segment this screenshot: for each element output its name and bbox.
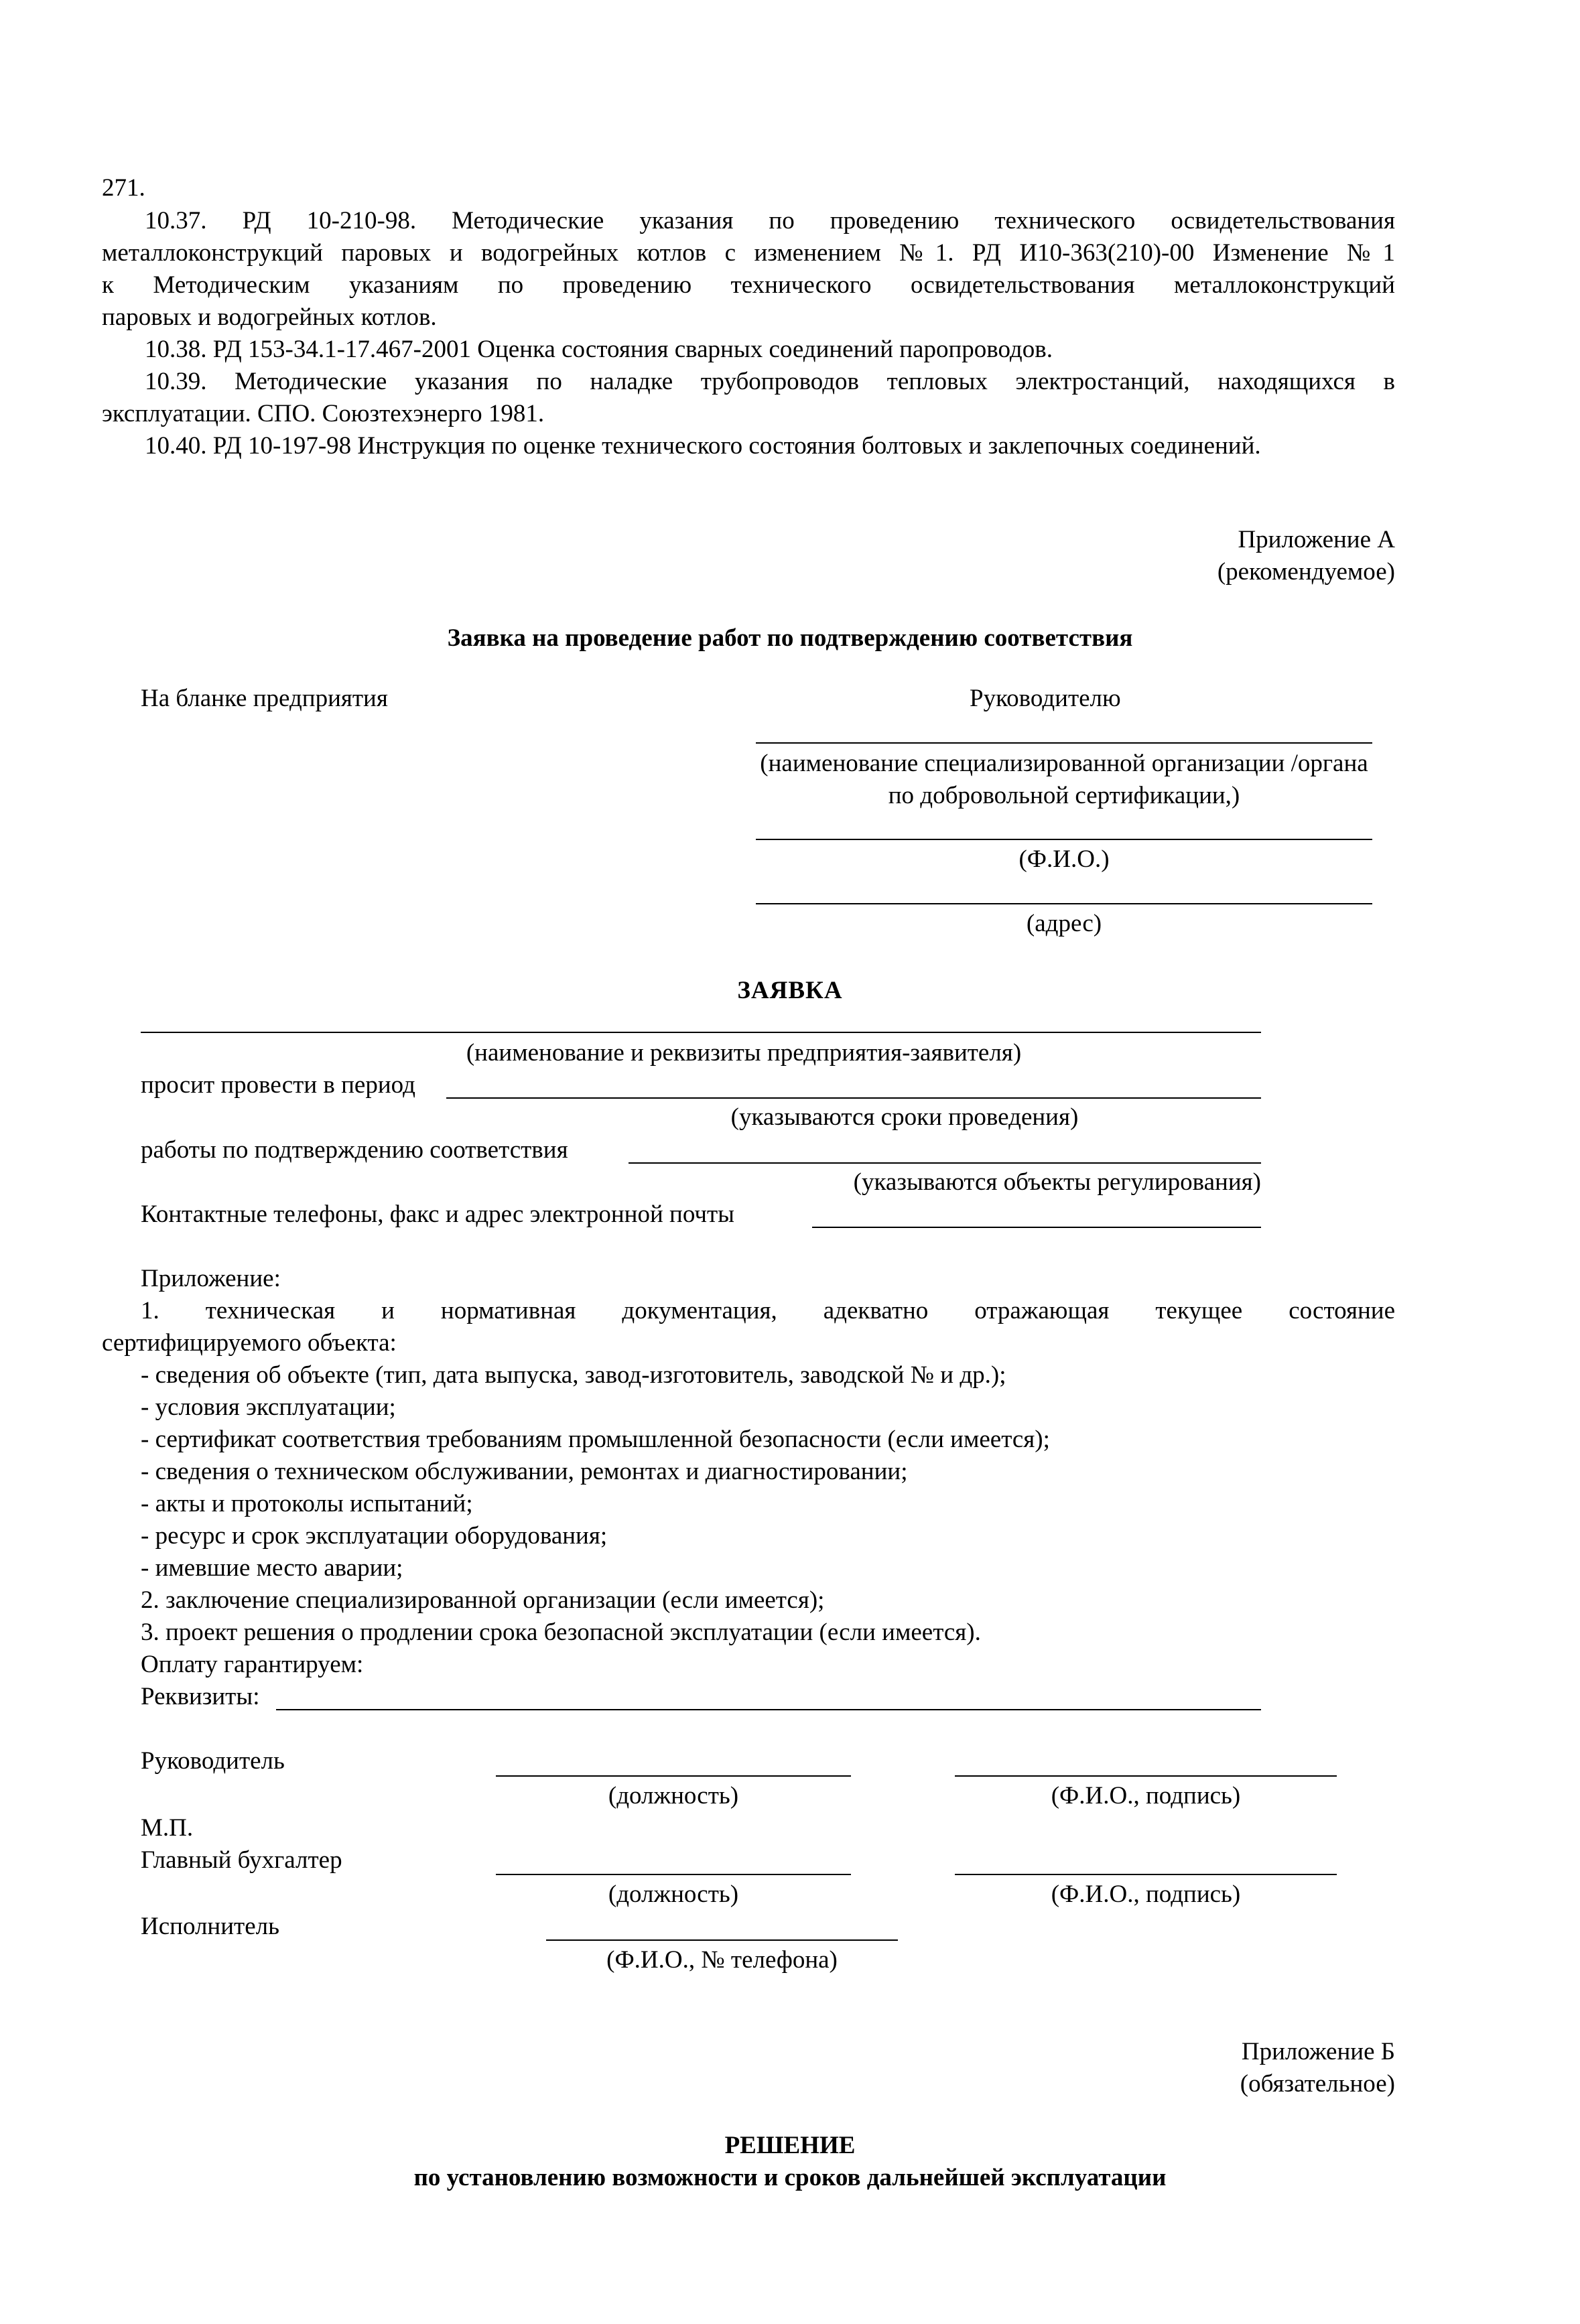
ref-10-39-line-1: 10.39. Методические указания по наладке трубопроводов тепловых электростанций, находящихся в	[145, 368, 1395, 395]
appendix-a-type: (рекомендуемое)	[1217, 558, 1395, 586]
head-signature-caption: (Ф.И.О., подпись)	[1051, 1782, 1241, 1809]
attachment-sub-item: - сведения о техническом обслуживании, ремонтах и диагностировании;	[141, 1458, 908, 1485]
accountant-signature-caption: (Ф.И.О., подпись)	[1051, 1881, 1241, 1908]
stamp-label: М.П.	[141, 1814, 194, 1842]
attachment-item-2: 2. заключение специализированной организации (если имеется);	[141, 1586, 825, 1614]
letterhead-note: На бланке предприятия	[141, 685, 388, 712]
ref-10-39-line-2: эксплуатации. СПО. Союзтехэнерго 1981.	[102, 400, 545, 427]
accountant-signature-line	[955, 1874, 1337, 1875]
decision-subtitle: по установлению возможности и сроков дальнейшей эксплуатации	[413, 2164, 1167, 2191]
accountant-position-caption: (должность)	[608, 1881, 739, 1908]
attachment-sub-item: - сведения об объекте (тип, дата выпуска, завод-изготовитель, заводской № и др.);	[141, 1361, 1006, 1389]
requisites-line	[276, 1709, 1261, 1710]
ref-10-38: 10.38. РД 153-34.1-17.467-2001 Оценка состояния сварных соединений паропроводов.	[145, 336, 1053, 363]
org-name-caption-1: (наименование специализированной организации /органа	[760, 750, 1368, 777]
attachments-heading: Приложение:	[141, 1265, 281, 1292]
attachment-item-1-line-1: 1. техническая и нормативная документация, адекватно отражающая текущее состояние	[141, 1297, 1395, 1324]
period-line	[446, 1097, 1261, 1099]
period-label: просит провести в период	[141, 1071, 415, 1099]
address-caption: (адрес)	[1026, 910, 1102, 937]
application-title: ЗАЯВКА	[737, 977, 843, 1004]
applicant-line	[141, 1032, 1261, 1033]
works-caption: (указываются объекты регулирования)	[853, 1168, 1261, 1196]
ref-10-40: 10.40. РД 10-197-98 Инструкция по оценке технического состояния болтовых и заклепочных соединений.	[145, 432, 1261, 460]
address-line	[756, 903, 1372, 904]
period-caption: (указываются сроки проведения)	[730, 1103, 1079, 1131]
addressee-label: Руководителю	[970, 685, 1121, 712]
accountant-position-line	[496, 1874, 851, 1875]
ref-10-37-line-1: 10.37. РД 10-210-98. Методические указания по проведению технического освидетельствования	[145, 207, 1395, 234]
head-position-line	[496, 1775, 851, 1777]
attachment-sub-item: - имевшие место аварии;	[141, 1554, 403, 1582]
fio-caption: (Ф.И.О.)	[1018, 845, 1110, 873]
works-line	[629, 1162, 1261, 1164]
attachment-item-1-line-2: сертифицируемого объекта:	[102, 1329, 397, 1357]
head-label: Руководитель	[141, 1747, 285, 1775]
ref-10-37-line-2: металлоконструкций паровых и водогрейных котлов с изменением №1. РД И10-363(210)-00 Изменение №1	[102, 239, 1395, 267]
applicant-caption: (наименование и реквизиты предприятия-заявителя)	[466, 1039, 1022, 1067]
appendix-b-type: (обязательное)	[1240, 2070, 1395, 2098]
payment-guarantee: Оплату гарантируем:	[141, 1651, 364, 1678]
ref-10-37-line-4: паровых и водогрейных котлов.	[102, 303, 437, 331]
attachment-sub-item: - акты и протоколы испытаний;	[141, 1490, 473, 1517]
decision-title: РЕШЕНИЕ	[724, 2132, 856, 2159]
head-position-caption: (должность)	[608, 1782, 739, 1809]
executor-caption: (Ф.И.О., № телефона)	[606, 1946, 838, 1974]
appendix-b-label: Приложение Б	[1241, 2038, 1395, 2065]
attachment-sub-item: - условия эксплуатации;	[141, 1393, 396, 1421]
contacts-label: Контактные телефоны, факс и адрес электронной почты	[141, 1201, 735, 1228]
works-label: работы по подтверждению соответствия	[141, 1136, 568, 1164]
attachment-sub-item: - ресурс и срок эксплуатации оборудования;	[141, 1522, 608, 1550]
accountant-label: Главный бухгалтер	[141, 1846, 342, 1874]
org-name-line	[756, 742, 1372, 744]
fio-line	[756, 839, 1372, 840]
requisites-label: Реквизиты:	[141, 1683, 260, 1710]
ref-10-37-line-3: к Методическим указаниям по проведению технического освидетельствования металлоконструкций	[102, 271, 1395, 299]
page-reference: 271.	[102, 174, 145, 202]
executor-label: Исполнитель	[141, 1913, 279, 1940]
executor-line	[546, 1939, 898, 1941]
contacts-line	[812, 1227, 1261, 1228]
attachment-item-3: 3. проект решения о продлении срока безопасной эксплуатации (если имеется).	[141, 1619, 981, 1646]
attachment-sub-item: - сертификат соответствия требованиям промышленной безопасности (если имеется);	[141, 1426, 1050, 1453]
application-heading: Заявка на проведение работ по подтверждению соответствия	[447, 624, 1133, 652]
org-name-caption-2: по добровольной сертификации,)	[888, 782, 1240, 809]
head-signature-line	[955, 1775, 1337, 1777]
appendix-a-label: Приложение А	[1238, 526, 1395, 553]
